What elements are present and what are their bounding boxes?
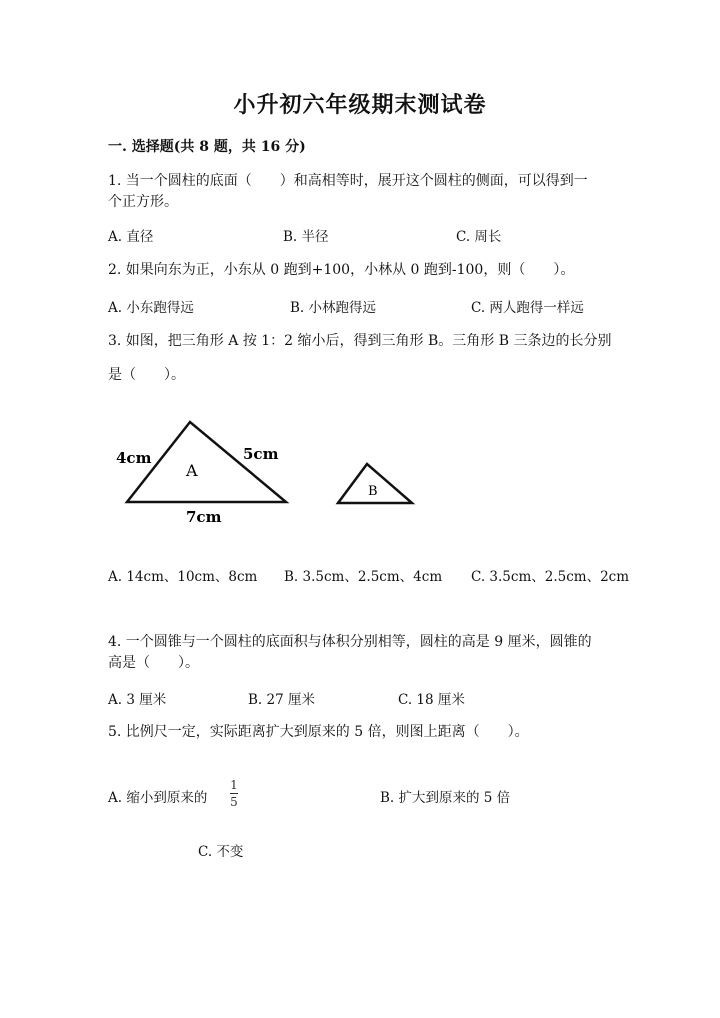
question-5-option-c: C. 不变 — [198, 844, 244, 860]
question-1-option-c: C. 周长 — [456, 229, 502, 245]
triangle-a-right-side-label: 5cm — [243, 445, 279, 463]
fraction-bar — [230, 793, 238, 794]
question-3-line-2: 是（ ）。 — [108, 367, 185, 383]
question-2-text: 2. 如果向东为正，小东从 0 跑到+100，小林从 0 跑到-100，则（ ）。 — [108, 262, 575, 278]
question-4-option-a: A. 3 厘米 — [108, 692, 167, 708]
fraction-numerator: 1 — [230, 778, 238, 792]
triangle-a-label: A — [186, 461, 198, 480]
question-3-line-1: 3. 如图，把三角形 A 按 1：2 缩小后，得到三角形 B。三角形 B 三条边的长分别 — [108, 333, 612, 349]
question-3-option-c: C. 3.5cm、2.5cm、2cm — [471, 569, 630, 585]
question-3-option-b: B. 3.5cm、2.5cm、4cm — [284, 569, 443, 585]
question-5-option-b: B. 扩大到原来的 5 倍 — [380, 790, 511, 806]
question-2-option-c: C. 两人跑得一样远 — [471, 300, 584, 316]
fraction-denominator: 5 — [230, 795, 238, 809]
question-1-option-b: B. 半径 — [283, 229, 329, 245]
question-4-option-b: B. 27 厘米 — [248, 692, 315, 708]
triangle-a-base-label: 7cm — [186, 508, 222, 526]
question-4-line-1: 4. 一个圆锥与一个圆柱的底面积与体积分别相等，圆柱的高是 9 厘米，圆锥的 — [108, 634, 592, 650]
question-4-line-2: 高是（ ）。 — [108, 655, 199, 671]
question-1-option-a: A. 直径 — [108, 229, 154, 245]
triangle-b-label: B — [368, 484, 378, 499]
question-5-text: 5. 比例尺一定，实际距离扩大到原来的 5 倍，则图上距离（ ）。 — [108, 724, 529, 740]
question-4-option-c: C. 18 厘米 — [398, 692, 465, 708]
question-3-option-a: A. 14cm、10cm、8cm — [108, 569, 258, 585]
page-title: 小升初六年级期末测试卷 — [233, 92, 487, 118]
triangles-figure — [100, 405, 440, 535]
question-5-option-a-fraction — [230, 778, 238, 809]
section-heading: 一. 选择题(共 8 题，共 16 分) — [108, 139, 306, 155]
question-5-option-a: A. 缩小到原来的 — [108, 790, 208, 806]
question-1-line-2: 个正方形。 — [108, 194, 178, 210]
question-1-line-1: 1. 当一个圆柱的底面（ ）和高相等时，展开这个圆柱的侧面，可以得到一 — [108, 173, 588, 189]
question-2-option-b: B. 小林跑得远 — [290, 300, 377, 316]
triangle-a-left-side-label: 4cm — [116, 449, 152, 467]
question-2-option-a: A. 小东跑得远 — [108, 300, 194, 316]
